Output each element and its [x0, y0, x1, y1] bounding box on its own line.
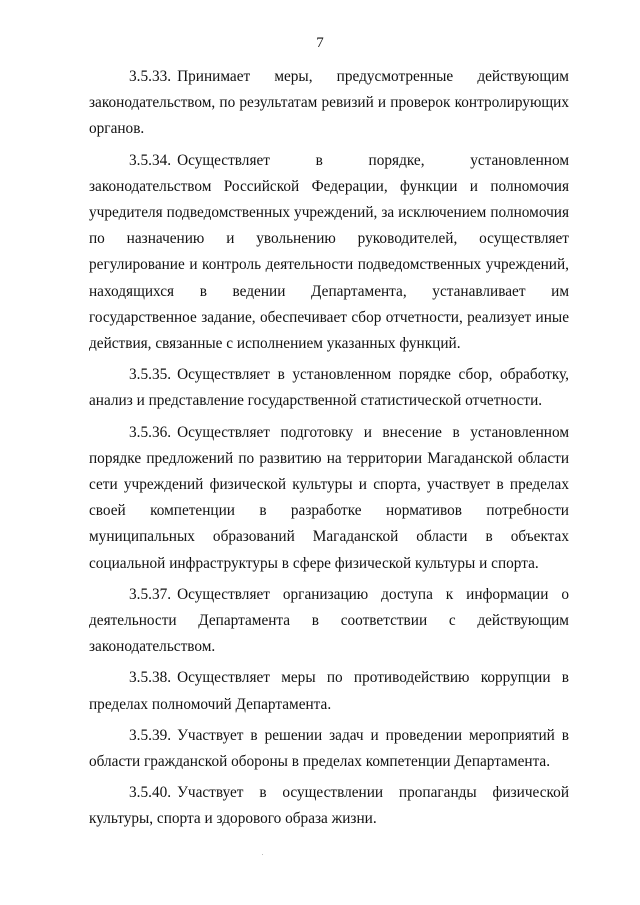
paragraph-3-5-35	[89, 362, 569, 414]
paragraph-text: Осуществляет меры по противодействию коррупции в пределах полномочий Департамента.	[89, 669, 569, 713]
scan-artifact-dot	[262, 854, 263, 855]
paragraph-text: Участвует в осуществлении пропаганды физической культуры, спорта и здорового образа жизни.	[89, 784, 569, 828]
paragraph-text: Осуществляет организацию доступа к информации о деятельности Департамента в соответствии с действующим законодательством.	[89, 585, 569, 656]
paragraph-3-5-33	[89, 64, 569, 143]
paragraph-number: 3.5.34.	[129, 151, 172, 169]
paragraph-number: 3.5.36.	[129, 423, 172, 441]
paragraph-text: Осуществляет в установленном порядке сбор, обработку, анализ и представление государственной статистической отчетности.	[89, 366, 569, 410]
page-number: 7	[316, 35, 324, 51]
paragraph-number: 3.5.35.	[129, 366, 172, 384]
paragraph-number: 3.5.40.	[129, 784, 172, 802]
paragraph-3-5-38	[89, 665, 569, 717]
paragraph-3-5-37	[89, 582, 569, 661]
paragraph-number: 3.5.39.	[129, 726, 172, 744]
paragraph-number: 3.5.37.	[129, 585, 172, 603]
paragraph-3-5-34	[89, 148, 569, 358]
paragraph-number: 3.5.38.	[129, 669, 172, 687]
paragraph-text: Осуществляет подготовку и внесение в установленном порядке предложений по развитию на территории Магаданской области сети учреждений физической культуры и спорта, участвует в пределах своей компетенции в разработке нормативов потребности муниципальных образований Магаданской области в объектах социальной инфраструктуры в сфере физической культуры и спорта.	[89, 423, 569, 572]
paragraph-3-5-36	[89, 420, 569, 577]
paragraph-text: Осуществляет в порядке, установленном законодательством Российской Федерации, функции и полномочия учредителя подведомственных учреждений, за исключением полномочия по назначению и увольнению руководителей, осуществляет регулирование и контроль деятельности подведомственных учреждений, находящихся в ведении Департамента, устанавливает им государственное задание, обеспечивает сбор отчетности, реализует иные действия, связанные с исполнением указанных функций.	[89, 151, 569, 353]
paragraph-number: 3.5.33.	[129, 68, 172, 85]
paragraph-text: Участвует в решении задач и проведении мероприятий в области гражданской обороны в пределах компетенции Департамента.	[89, 726, 569, 771]
paragraph-3-5-40	[89, 780, 569, 832]
paragraph-text: Принимает меры, предусмотренные действующим законодательством, по результатам ревизий и проверок контролирующих органов.	[89, 68, 569, 138]
document-body	[89, 64, 569, 838]
paragraph-3-5-39	[89, 723, 569, 775]
